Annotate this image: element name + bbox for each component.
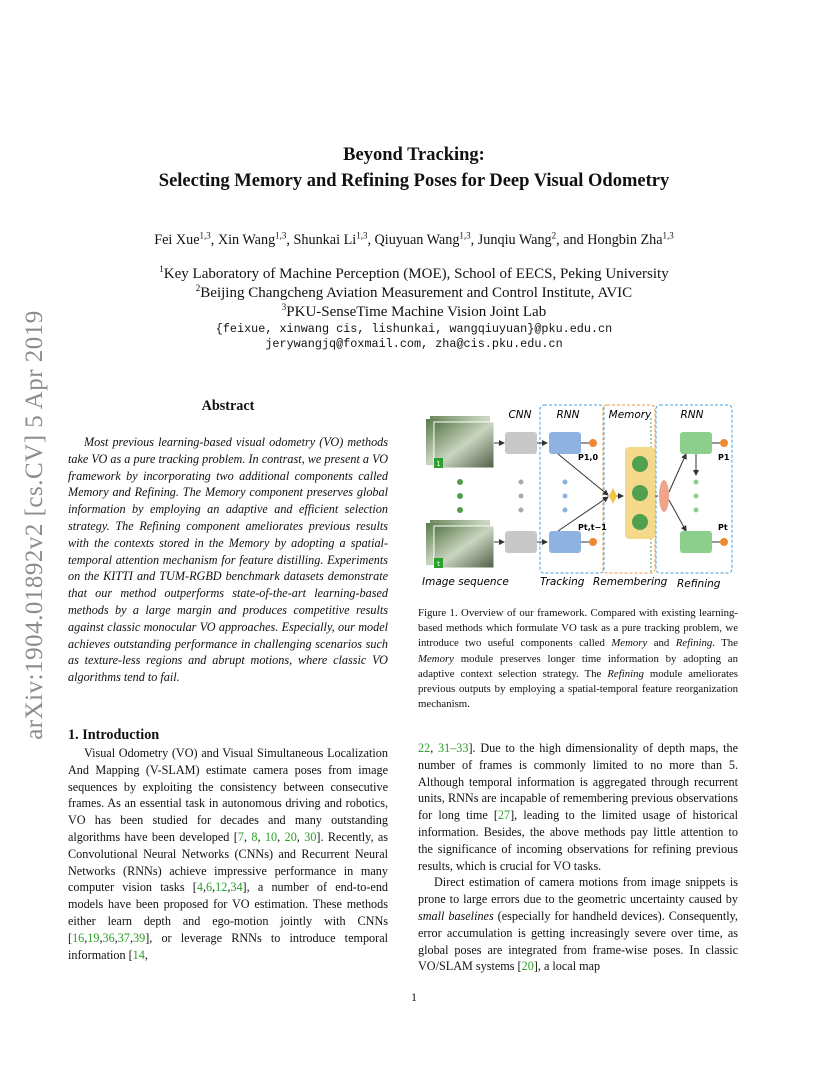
figure-1-caption: Figure 1. Overview of our framework. Compared with existing learning-based methods which formulate VO task as a pure tracking problem, we introduce two useful components called Memory and Refining. The Memory module preserves longer time information by adopting an adaptive context selection strategy. The Refining module ameliorates previous outputs by employing a spatial-temporal feature reorganization mechanism. <box>418 607 738 711</box>
citation-link[interactable]: 7 <box>237 829 244 844</box>
affiliation-2: $^2$Beijing Changcheng Aviation Measurement and Control Institute, AVIC <box>195 283 633 301</box>
citation-link[interactable]: 4 <box>196 880 203 895</box>
label-cnn: CNN <box>508 409 532 421</box>
author: Qiuyuan Wang$^{1,3}$, <box>374 230 478 248</box>
label-p1: P1 <box>718 453 730 462</box>
citation-link[interactable]: 10 <box>264 829 278 844</box>
affiliation-1: $^1$Key Laboratory of Machine Perception (MOE), School of EECS, Peking University <box>159 264 669 282</box>
svg-text:t: t <box>437 560 440 568</box>
intro-left-column <box>68 745 388 963</box>
label-rnn-2: RNN <box>680 409 704 421</box>
citation-link[interactable]: 12 <box>215 880 228 895</box>
citation-link[interactable]: 20 <box>521 959 534 974</box>
label-p10: P1,0 <box>578 453 599 462</box>
section-heading-introduction: 1. Introduction <box>68 727 160 743</box>
label-remembering: Remembering <box>593 576 668 588</box>
framework-diagram <box>418 400 743 595</box>
citation-link[interactable]: 22 <box>418 741 431 755</box>
citation-link[interactable]: 16 <box>72 930 85 945</box>
citation-link[interactable]: 31–33 <box>438 741 469 755</box>
citation-link[interactable]: 34 <box>230 880 243 895</box>
label-memory: Memory <box>608 409 652 421</box>
intro-paragraph-3: Direct estimation of camera motions from image snippets is prone to large errors due to the geometric uncertainty caused by small baselines (especially for handheld devices). Consequently, error accumulation is getting increasingly severe over time, as global poses are integrated from frame-wise poses. In classic VO/SLAM systems [20], a local map <box>418 875 738 974</box>
citation-link[interactable]: 19 <box>87 930 100 945</box>
title-line-1: Beyond Tracking: <box>343 145 485 165</box>
citation-link[interactable]: 14 <box>132 947 145 962</box>
author: Xin Wang$^{1,3}$, <box>217 230 294 248</box>
label-refining: Refining <box>677 578 721 590</box>
abstract-paragraph: Most previous learning-based visual odometry (VO) methods take VO as a pure tracking problem. In contrast, we present a VO framework by incorporating two additional components called Memory and Refining. The Memory component preserves global information by employing an adaptive and efficient selection strategy. The Refining component ameliorates previous results with the contexts stored in the Memory by adopting a spatial-temporal attention mechanism for feature distilling. Experiments on the KITTI and TUM-RGBD benchmark datasets demonstrate that our method outperforms state-of-the-art learning-based methods by a large margin and produces competitive results against classic monocular VO approaches. Especially, our model achieves outstanding performance in challenging scenarios such as texture-less regions and abrupt motions, where classic VO algorithms tend to fail. <box>68 435 388 685</box>
affiliations <box>0 265 828 322</box>
label-rnn-1: RNN <box>556 409 580 421</box>
citation-link[interactable]: 27 <box>497 808 511 823</box>
intro-right-column <box>418 740 738 975</box>
label-pt: Pt <box>718 523 728 532</box>
citation-link[interactable]: 20 <box>284 829 297 844</box>
image-frame-1 <box>426 416 494 468</box>
title-line-2: Selecting Memory and Refining Poses for Deep Visual Odometry <box>158 171 670 191</box>
author: Fei Xue$^{1,3}$, <box>154 230 218 248</box>
citation-link[interactable]: 30 <box>304 829 317 844</box>
citation-link[interactable]: 37 <box>117 930 130 945</box>
author: Hongbin Zha$^{1,3}$ <box>587 230 674 248</box>
author-list <box>0 232 828 249</box>
label-tracking: Tracking <box>540 576 585 588</box>
svg-text:1: 1 <box>436 460 441 468</box>
citation-link[interactable]: 36 <box>102 930 115 945</box>
paper-title <box>0 142 828 194</box>
abstract-heading: Abstract <box>201 398 255 414</box>
arxiv-id: arXiv:1904.01892v2 [cs.CV] 5 Apr 2019 <box>21 310 48 740</box>
figure-1 <box>418 400 743 595</box>
author: Junqiu Wang$^2$, and <box>477 230 588 248</box>
page-number: 1 <box>411 990 417 1004</box>
arxiv-sidebar <box>10 290 60 760</box>
intro-paragraph-1: Visual Odometry (VO) and Visual Simultaneous Localization And Mapping (V-SLAM) estimate camera poses from image sequences by exploiting the consistency between consecutive frames. As an essential task in autonomous driving and robotics, VO has been studied for decades and many outstanding algorithms have been developed [7, 8, 10, 20, 30]. Recently, as Convolutional Neural Networks (CNNs) and Recurrent Neural Networks (RNNs) achieve impressive performance in many computer vision tasks [4,6,12,34], a number of end-to-end models have been proposed for VO estimation. These methods either learn depth and ego-motion jointly with CNNs [16,19,36,37,39], or leverage RNNs to introduce temporal information [14, <box>68 746 389 962</box>
email-line-2: jerywangjq@foxmail.com, zha@cis.pku.edu.cn <box>265 337 563 351</box>
author: Shunkai Li$^{1,3}$, <box>293 230 375 248</box>
affiliation-3: $^3$PKU-SenseTime Machine Vision Joint Lab <box>281 302 547 320</box>
citation-link[interactable]: 39 <box>133 930 146 945</box>
abstract-text <box>68 434 388 686</box>
citation-link[interactable]: 8 <box>251 829 258 844</box>
label-pt1: Pt,t−1 <box>578 523 607 532</box>
intro-paragraph-2: 22, 31–33]. Due to the high dimensionality of depth maps, the number of frames is commonly limited to no more than 5. Although temporal information is aggregated through recurrent units, RNNs are incapable of remembering previous observations for long time [27], leading to the limited usage of historical information. Besides, the above methods pay little attention to the significance of incoming observations for refining previous results, which is crucial for VO tasks. <box>418 741 739 873</box>
image-frame-t <box>426 520 494 568</box>
email-line-1: {feixue, xinwang cis, lishunkai, wangqiuyuan}@pku.edu.cn <box>215 322 613 336</box>
citation-link[interactable]: 6 <box>205 880 213 895</box>
emails <box>0 322 828 352</box>
label-image-sequence: Image sequence <box>422 576 509 588</box>
